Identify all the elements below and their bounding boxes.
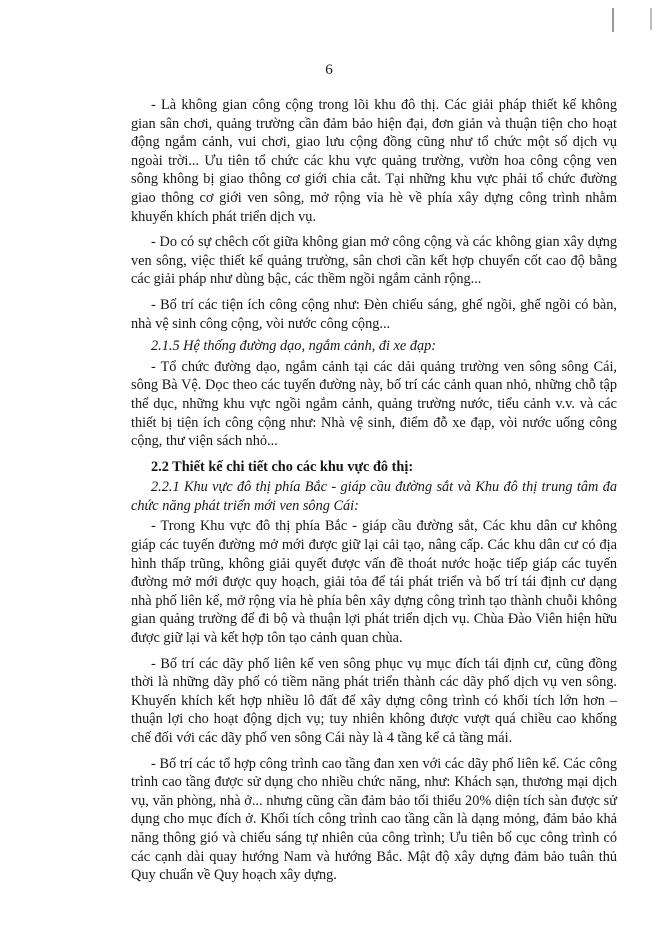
page-number: 6 — [325, 62, 333, 78]
section-heading-2-2-1: 2.2.1 Khu vực đô thị phía Bắc - giáp cầu đường sắt và Khu đô thị trung tâm đa chức năng phát triển mới ven sông Cái: — [131, 479, 617, 514]
paragraph-public-utilities: - Bố trí các tiện ích công cộng như: Đèn chiếu sáng, ghế ngồi, ghế ngồi có bàn, nhà vệ sinh công cộng, vòi nước công cộng... — [131, 296, 617, 332]
section-heading-2-2: 2.2 Thiết kế chi tiết cho các khu vực đô thị: — [151, 458, 414, 475]
section-heading-2-1-5: 2.1.5 Hệ thống đường dạo, ngắm cảnh, đi xe đạp: — [151, 338, 437, 355]
scan-mark — [612, 8, 614, 32]
paragraph-riverside-townhouses: - Bố trí các dãy phố liên kế ven sông phục vụ mục đích tái định cư, cũng đồng thời là những dãy phố có tiềm năng phát triển thành các dãy phố dịch vụ ven sông. Khuyến khích kết hợp nhiều lô đất để xây dựng công trình có khối tích lớn hơn – thuận lợi cho hoạt động dịch vụ; tuy nhiên không được vượt quá chiều cao khống chế đối với các dãy phố ven sông Cái này là 4 tầng kể cả tầng mái. — [131, 655, 617, 746]
paragraph-high-rise-complex: - Bố trí các tổ hợp công trình cao tầng đan xen với các dãy phố liên kế. Các công trình cao tầng được sử dụng cho nhiều chức năng, như: Khách sạn, thương mại dịch vụ, văn phòng, nhà ở... nhưng cũng cần đảm bảo tối thiểu 20% diện tích sàn được sử dụng cho mục đích ở. Khối tích công trình cao tầng cần là dạng mỏng, đảm bảo khả năng thông gió và chiếu sáng tự nhiên của công trình; Ưu tiên bố cục công trình có các cạnh dài quay hướng Nam và hướng Bắc. Mật độ xây dựng đảm bảo tuân thủ Quy chuẩn về Quy hoạch xây dựng. — [131, 755, 617, 884]
scan-edge-mark — [650, 8, 652, 30]
paragraph-north-urban-area: - Trong Khu vực đô thị phía Bắc - giáp cầu đường sắt, Các khu dân cư không giáp các tuyến đường mở mới được giữ lại cải tạo, nâng cấp. Các khu dân cư có địa hình thấp trũng, không giải quyết được vấn đề thoát nước hoặc tiếp giáp các tuyến đường mở mới được quy hoạch, giải tỏa để tái phát triển và bố trí tái định cư dạng nhà phố liên kế, mở rộng vỉa hè phía bên xây dựng công trình tạo thành chuỗi không gian quảng trường để đi bộ và thuận lợi phát triển dịch vụ. Chùa Đào Viên hiện hữu được giữ lại và kết hợp tôn tạo cảnh quan chùa. — [131, 518, 617, 647]
paragraph-walkways: - Tổ chức đường dạo, ngắm cảnh tại các dải quảng trường ven sông sông Cái, sông Bà Vệ. Dọc theo các tuyến đường này, bố trí các cảnh quan nhỏ, những chỗ tập thể dục, những khu vực ngồi ngắm cảnh, quảng trường nước, tiểu cảnh v.v. và các thiết bị tiện ích công cộng như: Nhà vệ sinh, điểm đỗ xe đạp, vòi nước uống công cộng, thư viện sách nhỏ... — [131, 358, 617, 450]
paragraph-public-space: - Là không gian công cộng trong lõi khu đô thị. Các giải pháp thiết kế không gian sân chơi, quảng trường cần đảm bảo hiện đại, đơn giản và thuận tiện cho hoạt động ngắm cảnh, vui chơi, giao lưu cộng đồng cũng như tổ chức một số dịch vụ ngoài trời... Ưu tiên tổ chức các khu vực quảng trường, vườn hoa công cộng ven sông không bị giao thông cơ giới chia cắt. Tại những khu vực phải tổ chức đường giao thông cơ giới ven sông, mở rộng vỉa hè về phía xây dựng công trình nhằm khuyến khích phát triển dịch vụ. — [131, 97, 617, 225]
paragraph-elevation-difference: - Do có sự chêch cốt giữa không gian mở công cộng và các không gian xây dựng ven sông, việc thiết kế quảng trường, sân chơi cần kết hợp chuyển cốt cao độ bằng các giải pháp như dùng bậc, các thềm ngồi ngắm cảnh rộng... — [131, 234, 617, 288]
document-body — [131, 96, 617, 892]
